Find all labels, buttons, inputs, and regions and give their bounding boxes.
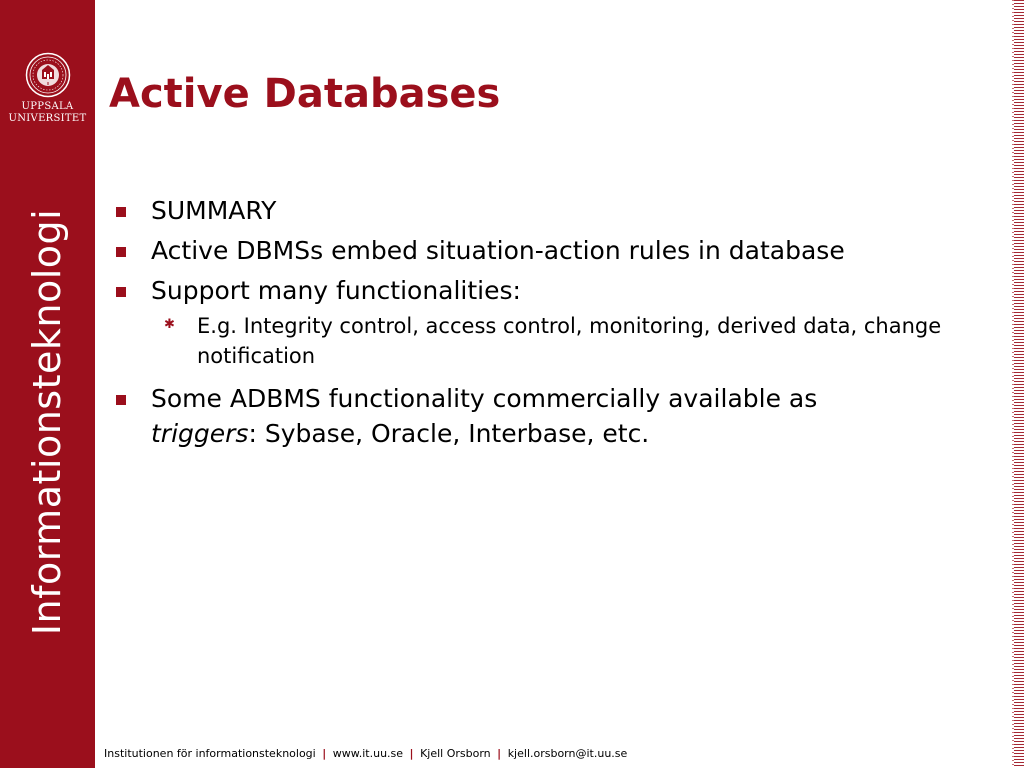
bullet-item [112,381,972,451]
footer-website: www.it.uu.se [332,747,404,760]
sub-bullet-item [112,311,972,371]
bullet-text: Support many functionalities: [151,276,521,305]
logo-line-2: UNIVERSITET [8,113,87,124]
university-logo [0,52,95,125]
footer-separator: | [322,747,327,760]
square-bullet-icon [116,207,126,217]
bullet-text-italic: triggers [151,419,249,448]
edge-ornament [1014,0,1024,768]
footer [104,747,627,760]
asterisk-bullet-icon: ✱ [164,317,175,332]
bullet-text-rest: : Sybase, Oracle, Interbase, etc. [248,419,650,448]
slide-title: Active Databases [109,71,501,117]
department-vertical-label: Informationsteknologi [25,208,69,636]
side-band [0,0,95,768]
square-bullet-icon [116,395,126,405]
bullet-text: Some ADBMS functionality commercially available as [151,384,818,413]
square-bullet-icon [116,287,126,297]
sub-bullet-text: E.g. Integrity control, access control, monitoring, derived data, change notification [197,314,942,368]
footer-separator: | [409,747,414,760]
footer-author: Kjell Orsborn [420,747,491,760]
bullet-item [112,193,972,228]
bullet-list [112,193,972,456]
bullet-item [112,273,972,308]
bullet-text: Active DBMSs embed situation-action rules in database [151,236,845,265]
footer-department: Institutionen för informationsteknologi [104,747,316,760]
university-seal-icon [25,52,71,98]
footer-email: kjell.orsborn@it.uu.se [507,747,628,760]
bullet-text: SUMMARY [151,196,277,225]
footer-separator: | [497,747,502,760]
square-bullet-icon [116,247,126,257]
logo-line-1: UPPSALA [21,101,74,112]
bullet-item [112,233,972,268]
